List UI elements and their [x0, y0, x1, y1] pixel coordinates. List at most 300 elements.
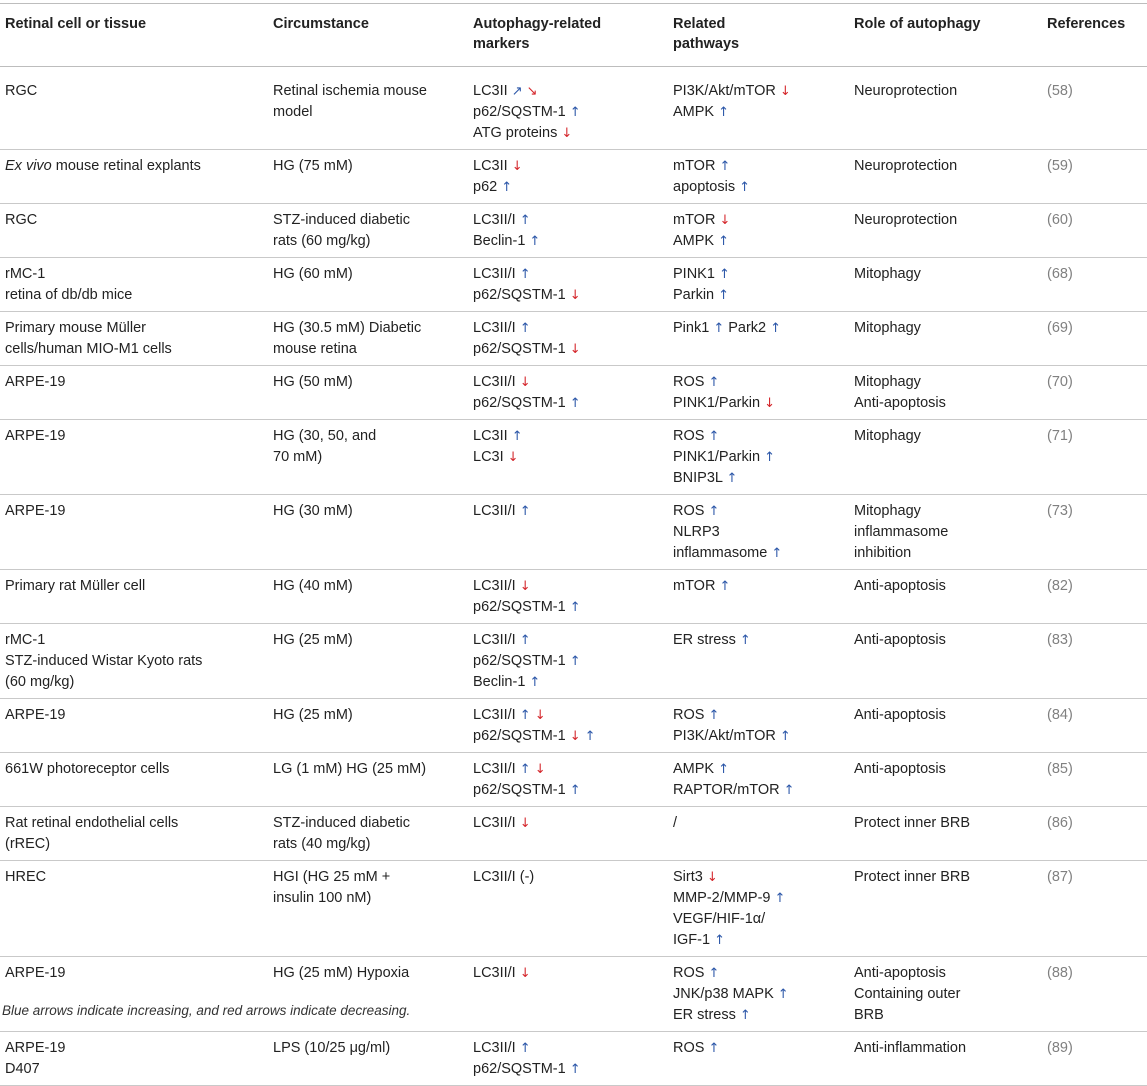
- cell-line: Primary rat Müller cell: [5, 578, 146, 594]
- pathways-line: Sirt3 ↓: [673, 869, 718, 885]
- pathways-line: Parkin ↑: [673, 287, 730, 303]
- increase-arrow-icon: ↑: [569, 396, 581, 411]
- increase-arrow-icon: ↑: [519, 321, 531, 336]
- cell-pathways: [668, 699, 849, 753]
- cell-ref: [1042, 570, 1147, 624]
- role-line: Anti-apoptosis: [854, 761, 946, 777]
- increase-arrow-icon: ↑: [519, 213, 531, 228]
- reference-link[interactable]: (70): [1047, 374, 1073, 390]
- role-line: Anti-apoptosis: [854, 707, 946, 723]
- decrease-arrow-icon: ↓: [519, 816, 531, 831]
- pathways-line: MMP-2/MMP-9 ↑: [673, 890, 786, 906]
- cell-ref: [1042, 312, 1147, 366]
- role-line: Neuroprotection: [854, 83, 958, 99]
- cell-line: (60 mg/kg): [5, 674, 75, 690]
- pathways-line: BNIP3L ↑: [673, 470, 738, 486]
- cell-ref: [1042, 420, 1147, 495]
- cell-cell: [0, 861, 268, 957]
- reference-link[interactable]: (82): [1047, 578, 1073, 594]
- cell-ref: [1042, 495, 1147, 570]
- decrease-arrow-icon: ↓: [519, 375, 531, 390]
- reference-link[interactable]: (60): [1047, 212, 1073, 228]
- cell-pathways: [668, 420, 849, 495]
- cell-ref: [1042, 957, 1147, 1032]
- increase-arrow-icon: ↑: [779, 729, 791, 744]
- markers-line: LC3II/I ↑: [473, 1040, 531, 1056]
- increase-arrow-icon: ↑: [569, 783, 581, 798]
- cell-cell: [0, 67, 268, 150]
- cell-role: [849, 495, 1042, 570]
- cell-line: ARPE-19: [5, 374, 66, 390]
- reference-link[interactable]: (86): [1047, 815, 1073, 831]
- role-line: Protect inner BRB: [854, 815, 971, 831]
- role-line: Neuroprotection: [854, 212, 958, 228]
- pathways-line: NLRP3: [673, 524, 720, 540]
- pathways-line: PINK1/Parkin ↓: [673, 395, 775, 411]
- header-cell: Retinal cell or tissue: [0, 4, 268, 67]
- increase-arrow-icon: ↑: [708, 504, 720, 519]
- cell-circumstance: [268, 150, 468, 204]
- cell-ref: [1042, 807, 1147, 861]
- increase-arrow-icon: ↑: [774, 891, 786, 906]
- cell-cell: [0, 495, 268, 570]
- cell-markers: [468, 258, 668, 312]
- cell-line: ARPE-19: [5, 965, 66, 981]
- increase-arrow-icon: ↗: [511, 84, 523, 99]
- table-row: [0, 204, 1147, 258]
- markers-line: LC3II ↓: [473, 158, 523, 174]
- cell-cell: [0, 1032, 268, 1086]
- pathways-line: Pink1 ↑ Park2 ↑: [673, 320, 782, 336]
- increase-arrow-icon: ↑: [519, 633, 531, 648]
- cell-role: [849, 67, 1042, 150]
- markers-line: p62/SQSTM-1 ↓ ↑: [473, 728, 596, 744]
- circumstance-line: rats (40 mg/kg): [273, 836, 371, 852]
- increase-arrow-icon: ↑: [569, 654, 581, 669]
- pathways-line: RAPTOR/mTOR ↑: [673, 782, 795, 798]
- pathways-line: mTOR ↑: [673, 158, 731, 174]
- increase-arrow-icon: ↑: [764, 450, 775, 465]
- reference-link[interactable]: (85): [1047, 761, 1073, 777]
- increase-arrow-icon: ↑: [569, 1062, 581, 1077]
- pathways-line: ROS ↑: [673, 707, 720, 723]
- cell-markers: [468, 420, 668, 495]
- cell-line: HREC: [5, 869, 47, 885]
- pathways-line: PI3K/Akt/mTOR ↓: [673, 83, 791, 99]
- markers-line: p62/SQSTM-1 ↑: [473, 395, 581, 411]
- table-row: [0, 957, 1147, 1032]
- circumstance-line: model: [273, 104, 313, 120]
- cell-pathways: [668, 258, 849, 312]
- autophagy-table: [0, 3, 1147, 1086]
- cell-circumstance: [268, 1032, 468, 1086]
- decrease-arrow-icon: ↓: [569, 342, 581, 357]
- role-line: Anti-inflammation: [854, 1040, 967, 1056]
- header-pathways: Related pathways: [668, 4, 849, 67]
- role-line: Anti-apoptosis: [854, 578, 946, 594]
- reference-link[interactable]: (73): [1047, 503, 1073, 519]
- decrease-arrow-icon: ↓: [706, 870, 718, 885]
- circumstance-line: mouse retina: [273, 341, 357, 357]
- cell-markers: [468, 366, 668, 420]
- role-line: Mitophagy: [854, 320, 921, 336]
- markers-line: p62/SQSTM-1 ↑: [473, 1061, 581, 1077]
- table-row: [0, 258, 1147, 312]
- pathways-line: ROS ↑: [673, 503, 720, 519]
- cell-line: RGC: [5, 212, 38, 228]
- decrease-arrow-icon: ↘: [526, 84, 538, 99]
- cell-line: STZ-induced Wistar Kyoto rats: [5, 653, 203, 669]
- reference-link[interactable]: (88): [1047, 965, 1073, 981]
- table-row: [0, 67, 1147, 150]
- increase-arrow-icon: ↑: [718, 234, 730, 249]
- cell-role: [849, 1032, 1042, 1086]
- markers-line: LC3II ↑: [473, 428, 523, 444]
- reference-link[interactable]: (71): [1047, 428, 1073, 444]
- cell-line: ARPE-19: [5, 503, 66, 519]
- reference-link[interactable]: (69): [1047, 320, 1073, 336]
- circumstance-line: 70 mM): [273, 449, 323, 465]
- pathways-line: PI3K/Akt/mTOR ↑: [673, 728, 791, 744]
- circumstance-line: Retinal ischemia mouse: [273, 83, 427, 99]
- markers-line: LC3II/I ↑: [473, 212, 531, 228]
- cell-ref: [1042, 67, 1147, 150]
- circumstance-line: HG (40 mM): [273, 578, 353, 594]
- table-row: [0, 366, 1147, 420]
- cell-role: [849, 753, 1042, 807]
- pathways-line: PINK1 ↑: [673, 266, 730, 282]
- cell-cell: [0, 258, 268, 312]
- circumstance-line: HG (30, 50, and: [273, 428, 377, 444]
- increase-arrow-icon: ↑: [519, 1041, 531, 1056]
- cell-line: Rat retinal endothelial cells: [5, 815, 179, 831]
- cell-cell: [0, 204, 268, 258]
- cell-circumstance: [268, 495, 468, 570]
- cell-pathways: [668, 312, 849, 366]
- cell-pathways: [668, 495, 849, 570]
- increase-arrow-icon: ↑: [708, 429, 720, 444]
- cell-role: [849, 861, 1042, 957]
- cell-pathways: [668, 570, 849, 624]
- cell-ref: [1042, 1032, 1147, 1086]
- cell-role: [849, 150, 1042, 204]
- increase-arrow-icon: ↑: [569, 105, 581, 120]
- cell-markers: [468, 624, 668, 699]
- cell-cell: [0, 150, 268, 204]
- table-row: [0, 420, 1147, 495]
- cell-cell: [0, 699, 268, 753]
- markers-line: LC3II/I (-): [473, 869, 535, 885]
- cell-ref: [1042, 366, 1147, 420]
- increase-arrow-icon: ↑: [726, 471, 738, 486]
- cell-markers: [468, 495, 668, 570]
- reference-link[interactable]: (68): [1047, 266, 1073, 282]
- pathways-line: apoptosis ↑: [673, 179, 751, 195]
- markers-line: p62/SQSTM-1 ↑: [473, 104, 581, 120]
- cell-cell: [0, 753, 268, 807]
- role-line: Neuroprotection: [854, 158, 958, 174]
- header-references: References: [1042, 4, 1147, 67]
- pathways-line: /: [673, 815, 678, 831]
- cell-ref: [1042, 258, 1147, 312]
- cell-markers: [468, 861, 668, 957]
- role-line: inhibition: [854, 545, 912, 561]
- pathways-line: AMPK ↑: [673, 104, 730, 120]
- pathways-line: mTOR ↑: [673, 578, 731, 594]
- increase-arrow-icon: ↑: [739, 180, 751, 195]
- cell-markers: [468, 204, 668, 258]
- markers-line: LC3II/I ↑ ↓: [473, 761, 546, 777]
- cell-markers: [468, 570, 668, 624]
- cell-role: [849, 624, 1042, 699]
- circumstance-line: HGI (HG 25 mM +: [273, 869, 391, 885]
- cell-ref: [1042, 204, 1147, 258]
- cell-line: retina of db/db mice: [5, 287, 133, 303]
- cell-cell: [0, 312, 268, 366]
- increase-arrow-icon: ↑: [708, 708, 720, 723]
- cell-role: [849, 366, 1042, 420]
- increase-arrow-icon: ↑: [777, 987, 789, 1002]
- reference-link[interactable]: (59): [1047, 158, 1073, 174]
- cell-circumstance: [268, 753, 468, 807]
- reference-link[interactable]: (84): [1047, 707, 1073, 723]
- cell-circumstance: [268, 807, 468, 861]
- cell-line: RGC: [5, 83, 38, 99]
- cell-pathways: [668, 204, 849, 258]
- increase-arrow-icon: ↑: [584, 729, 596, 744]
- cell-circumstance: [268, 570, 468, 624]
- reference-link[interactable]: (87): [1047, 869, 1073, 885]
- increase-arrow-icon: ↑: [708, 375, 720, 390]
- cell-cell: [0, 807, 268, 861]
- header-row: [0, 4, 1147, 67]
- circumstance-line: LPS (10/25 μg/ml): [273, 1040, 391, 1056]
- cell-markers: [468, 67, 668, 150]
- markers-line: LC3II/I ↑: [473, 503, 531, 519]
- markers-line: LC3II/I ↓: [473, 374, 531, 390]
- cell-line: Primary mouse Müller: [5, 320, 146, 336]
- cell-role: [849, 699, 1042, 753]
- table-body: [0, 67, 1147, 1086]
- cell-line: 661W photoreceptor cells: [5, 761, 170, 777]
- cell-line: ARPE-19: [5, 707, 66, 723]
- cell-role: [849, 570, 1042, 624]
- increase-arrow-icon: ↑: [569, 600, 581, 615]
- cell-circumstance: [268, 67, 468, 150]
- increase-arrow-icon: ↑: [718, 105, 730, 120]
- increase-arrow-icon: ↑: [713, 321, 725, 336]
- decrease-arrow-icon: ↓: [569, 729, 581, 744]
- circumstance-line: HG (25 mM): [273, 632, 353, 648]
- decrease-arrow-icon: ↓: [719, 213, 731, 228]
- circumstance-line: HG (30 mM): [273, 503, 353, 519]
- cell-ref: [1042, 624, 1147, 699]
- increase-arrow-icon: ↑: [714, 933, 725, 948]
- role-line: Mitophagy: [854, 428, 921, 444]
- role-line: Anti-apoptosis: [854, 395, 946, 411]
- cell-line: rMC-1: [5, 266, 46, 282]
- role-line: Mitophagy: [854, 266, 921, 282]
- cell-circumstance: [268, 204, 468, 258]
- circumstance-line: LG (1 mM) HG (25 mM): [273, 761, 427, 777]
- markers-line: Beclin-1 ↑: [473, 674, 541, 690]
- cell-circumstance: [268, 699, 468, 753]
- role-line: BRB: [854, 1007, 884, 1023]
- pathways-line: inflammasome ↑: [673, 545, 783, 561]
- markers-line: LC3II/I ↓: [473, 578, 531, 594]
- cell-markers: [468, 807, 668, 861]
- increase-arrow-icon: ↑: [708, 966, 720, 981]
- cell-role: [849, 957, 1042, 1032]
- cell-circumstance: [268, 861, 468, 957]
- cell-markers: [468, 150, 668, 204]
- role-line: Mitophagy: [854, 503, 921, 519]
- cell-pathways: [668, 150, 849, 204]
- pathways-line: JNK/p38 MAPK ↑: [673, 986, 789, 1002]
- cell-cell: [0, 957, 268, 1032]
- increase-arrow-icon: ↑: [718, 267, 730, 282]
- circumstance-line: HG (30.5 mM) Diabetic: [273, 320, 422, 336]
- markers-line: LC3II/I ↑: [473, 632, 531, 648]
- cell-role: [849, 204, 1042, 258]
- cell-line: rMC-1: [5, 632, 46, 648]
- circumstance-line: HG (75 mM): [273, 158, 353, 174]
- cell-ref: [1042, 699, 1147, 753]
- cell-line: Ex vivo mouse retinal explants: [5, 158, 201, 174]
- cell-ref: [1042, 861, 1147, 957]
- role-line: Containing outer: [854, 986, 961, 1002]
- markers-line: LC3II/I ↑: [473, 320, 531, 336]
- table-row: [0, 570, 1147, 624]
- table-row: [0, 1032, 1147, 1086]
- circumstance-line: HG (25 mM): [273, 707, 353, 723]
- pathways-line: ROS ↑: [673, 374, 720, 390]
- table-footnote: Blue arrows indicate increasing, and red arrows indicate decreasing.: [2, 1003, 411, 1018]
- decrease-arrow-icon: ↓: [764, 396, 775, 411]
- increase-arrow-icon: ↑: [708, 1041, 720, 1056]
- decrease-arrow-icon: ↓: [511, 159, 523, 174]
- markers-line: ATG proteins ↓: [473, 125, 573, 141]
- role-line: Anti-apoptosis: [854, 965, 946, 981]
- role-line: inflammasome: [854, 524, 949, 540]
- table-row: [0, 495, 1147, 570]
- increase-arrow-icon: ↑: [519, 708, 531, 723]
- increase-arrow-icon: ↑: [771, 546, 783, 561]
- markers-line: LC3II/I ↓: [473, 815, 531, 831]
- cell-cell: [0, 570, 268, 624]
- cell-markers: [468, 957, 668, 1032]
- increase-arrow-icon: ↑: [519, 762, 531, 777]
- decrease-arrow-icon: ↓: [569, 288, 581, 303]
- reference-link[interactable]: (83): [1047, 632, 1073, 648]
- cell-pathways: [668, 624, 849, 699]
- markers-line: LC3II/I ↑: [473, 266, 531, 282]
- decrease-arrow-icon: ↓: [534, 708, 546, 723]
- cell-line: (rREC): [5, 836, 51, 852]
- cell-ref: [1042, 150, 1147, 204]
- increase-arrow-icon: ↑: [719, 159, 731, 174]
- cell-markers: [468, 699, 668, 753]
- cell-circumstance: [268, 366, 468, 420]
- table-row: [0, 699, 1147, 753]
- markers-line: p62 ↑: [473, 179, 513, 195]
- increase-arrow-icon: ↑: [519, 267, 531, 282]
- cell-pathways: [668, 1032, 849, 1086]
- table-row: [0, 753, 1147, 807]
- pathways-line: AMPK ↑: [673, 233, 730, 249]
- circumstance-line: STZ-induced diabetic: [273, 212, 411, 228]
- circumstance-line: insulin 100 nM): [273, 890, 372, 906]
- increase-arrow-icon: ↑: [718, 288, 730, 303]
- circumstance-line: rats (60 mg/kg): [273, 233, 371, 249]
- reference-link[interactable]: (89): [1047, 1040, 1073, 1056]
- cell-role: [849, 807, 1042, 861]
- cell-role: [849, 258, 1042, 312]
- decrease-arrow-icon: ↓: [534, 762, 546, 777]
- cell-circumstance: [268, 420, 468, 495]
- decrease-arrow-icon: ↓: [561, 126, 573, 141]
- header-role: Role of autophagy: [849, 4, 1042, 67]
- cell-markers: [468, 753, 668, 807]
- cell-line: D407: [5, 1061, 40, 1077]
- cell-pathways: [668, 67, 849, 150]
- circumstance-line: HG (60 mM): [273, 266, 353, 282]
- pathways-line: VEGF/HIF-1α/: [673, 911, 766, 927]
- markers-line: p62/SQSTM-1 ↓: [473, 287, 581, 303]
- cell-cell: [0, 624, 268, 699]
- table-row: [0, 861, 1147, 957]
- cell-markers: [468, 1032, 668, 1086]
- role-line: Mitophagy: [854, 374, 921, 390]
- cell-circumstance: [268, 312, 468, 366]
- pathways-line: AMPK ↑: [673, 761, 730, 777]
- cell-pathways: [668, 807, 849, 861]
- role-line: Anti-apoptosis: [854, 632, 946, 648]
- markers-line: LC3II ↗ ↘: [473, 83, 538, 99]
- circumstance-line: HG (25 mM) Hypoxia: [273, 965, 410, 981]
- circumstance-line: STZ-induced diabetic: [273, 815, 411, 831]
- table-row: [0, 312, 1147, 366]
- reference-link[interactable]: (58): [1047, 83, 1073, 99]
- cell-pathways: [668, 861, 849, 957]
- cell-line: ARPE-19: [5, 1040, 66, 1056]
- increase-arrow-icon: ↑: [529, 234, 541, 249]
- decrease-arrow-icon: ↓: [507, 450, 519, 465]
- markers-line: p62/SQSTM-1 ↓: [473, 341, 581, 357]
- increase-arrow-icon: ↑: [739, 633, 751, 648]
- cell-line: ARPE-19: [5, 428, 66, 444]
- pathways-line: ROS ↑: [673, 965, 720, 981]
- cell-pathways: [668, 957, 849, 1032]
- increase-arrow-icon: ↑: [770, 321, 782, 336]
- header-markers: Autophagy-related markers: [468, 4, 668, 67]
- pathways-line: ROS ↑: [673, 1040, 720, 1056]
- decrease-arrow-icon: ↓: [519, 966, 531, 981]
- cell-pathways: [668, 753, 849, 807]
- increase-arrow-icon: ↑: [739, 1008, 751, 1023]
- pathways-line: ER stress ↑: [673, 632, 751, 648]
- increase-arrow-icon: ↑: [529, 675, 541, 690]
- increase-arrow-icon: ↑: [719, 579, 731, 594]
- markers-line: p62/SQSTM-1 ↑: [473, 599, 581, 615]
- markers-line: p62/SQSTM-1 ↑: [473, 653, 581, 669]
- markers-line: Beclin-1 ↑: [473, 233, 541, 249]
- cell-role: [849, 312, 1042, 366]
- header-circumstance: Circumstance: [268, 4, 468, 67]
- cell-pathways: [668, 366, 849, 420]
- table-row: [0, 624, 1147, 699]
- cell-circumstance: [268, 258, 468, 312]
